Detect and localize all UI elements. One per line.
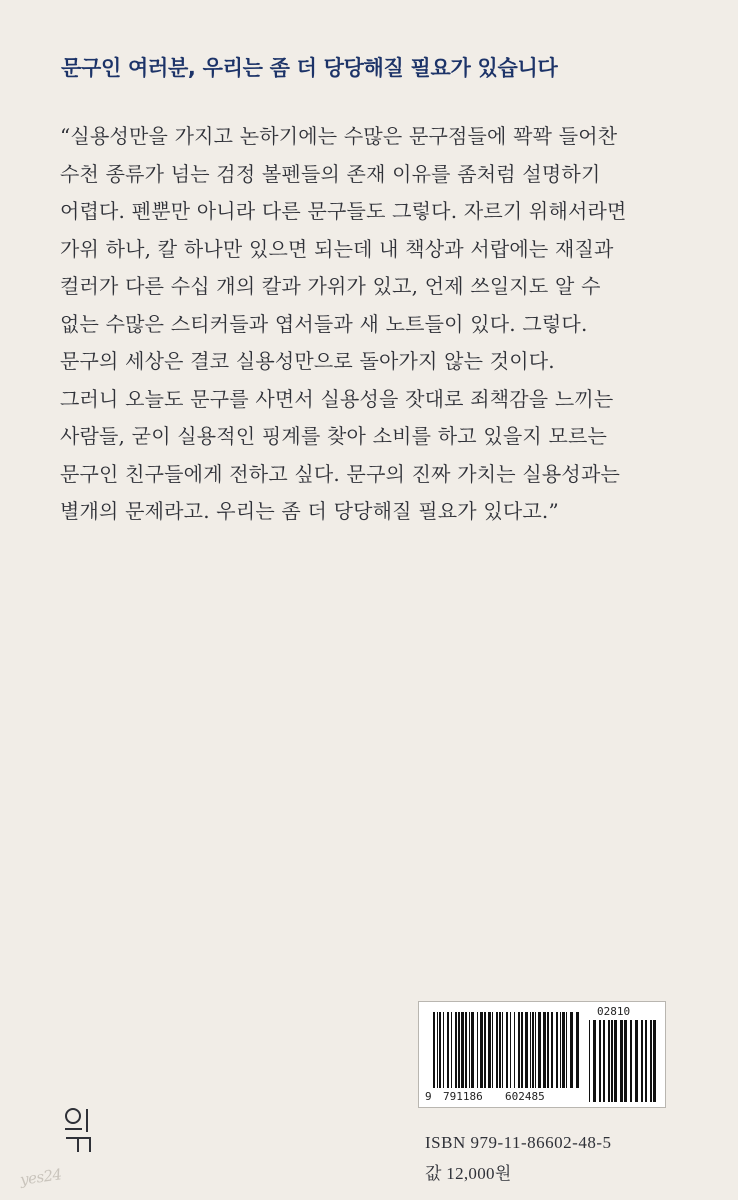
barcode-bar [506,1012,508,1088]
barcode-bar [624,1020,627,1102]
barcode-bar [477,1012,478,1088]
barcode-bar [562,1012,565,1088]
barcode-bar [560,1012,561,1088]
blurb-line: 수천 종류가 넘는 검정 볼펜들의 존재 이유를 좀처럼 설명하기 [60,161,601,186]
barcode-bar [645,1020,647,1102]
barcode-right-digits: 602485 [505,1090,545,1103]
barcode-bar [437,1012,438,1088]
barcode-bar [535,1012,536,1088]
barcode-bar [547,1012,549,1088]
blurb-line: 문구인 친구들에게 전하고 싶다. 문구의 진짜 가치는 실용성과는 [60,461,620,486]
isbn-number: ISBN 979-11-86602-48-5 [425,1133,612,1152]
barcode-bar [641,1020,643,1102]
barcode-bar [566,1012,567,1088]
barcode-bar [599,1020,601,1102]
barcode-bar [488,1012,491,1088]
barcode-bar [443,1012,444,1088]
cover-headline: 문구인 여러분, 우리는 좀 더 당당해질 필요가 있습니다 [61,56,558,80]
blurb-line: “실용성만을 가지고 논하기에는 수많은 문구점들에 꽉꽉 들어찬 [60,124,618,148]
barcode-bar [556,1012,558,1088]
barcode-bar [451,1012,452,1088]
barcode-bar [465,1012,467,1088]
barcode-bar [570,1012,573,1088]
barcode-bar [576,1012,579,1088]
blurb-text [60,118,700,531]
barcode-bar [538,1012,541,1088]
barcode-bar [518,1012,520,1088]
barcode-bar [492,1012,493,1088]
barcode-bar [469,1012,470,1088]
watermark: yes24 [18,1165,63,1189]
blurb-line: 사람들, 굳이 실용적인 핑계를 찾아 소비를 하고 있을지 모르는 [60,424,608,448]
blurb-line: 어렵다. 펜뿐만 아니라 다른 문구들도 그렇다. 자르기 위해서라면 [60,199,627,223]
blurb-line: 컬러가 다른 수십 개의 칼과 가위가 있고, 언제 쓰일지도 알 수 [60,274,601,298]
barcode-bar [499,1012,501,1088]
barcode-bar [603,1020,605,1102]
barcode-first-digit: 9 [425,1090,432,1103]
barcode-bar [525,1012,528,1088]
barcode-bar [484,1012,486,1088]
barcode-bar [611,1020,613,1102]
barcode-bar [447,1012,449,1088]
price-label: 값 12,000원 [425,1164,512,1183]
isbn-barcode [418,1001,666,1108]
barcode-addon-number: 02810 [597,1005,631,1018]
barcode-bar [614,1020,617,1102]
barcode-bar [551,1012,553,1088]
barcode-bar [530,1012,531,1088]
barcode-bar [480,1012,483,1088]
barcode-bar [471,1012,474,1088]
barcode-bar [439,1012,441,1088]
blurb-line: 없는 수많은 스티커들과 엽서들과 새 노트들이 있다. 그렇다. [60,311,588,336]
barcode-bar [458,1012,460,1088]
barcode-bar [608,1020,610,1102]
publisher-logo-icon [60,1106,100,1156]
barcode-bar [455,1012,457,1088]
barcode-bar [510,1012,511,1088]
barcode-bar [630,1020,632,1102]
barcode-bar [461,1012,464,1088]
barcode-bar [543,1012,546,1088]
barcode-bar [502,1012,503,1088]
blurb-line: 가위 하나, 칼 하나만 있으면 되는데 내 책상과 서랍에는 재질과 [60,236,614,261]
barcode-bar [521,1012,523,1088]
blurb-line: 별개의 문제라고. 우리는 좀 더 당당해질 필요가 있다고.” [60,499,559,523]
barcode-bar [532,1012,534,1088]
blurb-line: 문구의 세상은 결코 실용성만으로 돌아가지 않는 것이다. [60,349,555,373]
barcode-bar [593,1020,596,1102]
blurb-line: 그러니 오늘도 문구를 사면서 실용성을 잣대로 죄책감을 느끼는 [60,386,614,411]
barcode-bar [635,1020,638,1102]
barcode-bar [589,1020,590,1102]
barcode-bar [653,1020,656,1102]
barcode-bar [620,1020,623,1102]
barcode-bar [496,1012,498,1088]
barcode-bar [514,1012,515,1088]
barcode-bar [433,1012,435,1088]
barcode-bar [650,1020,652,1102]
barcode-left-digits: 791186 [443,1090,483,1103]
